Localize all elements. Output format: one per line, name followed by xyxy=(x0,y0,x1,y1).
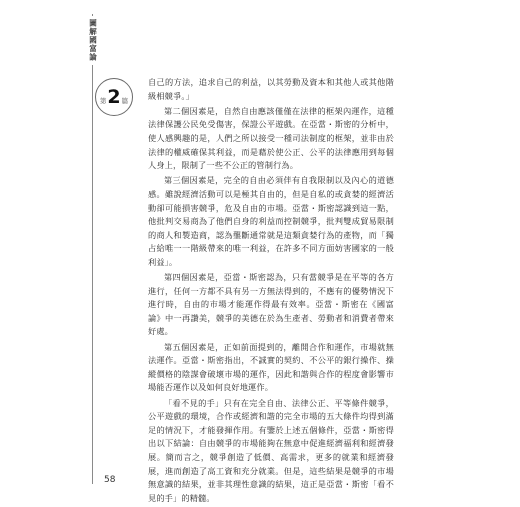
book-series-label: 圖解國富論 xyxy=(88,16,99,65)
body-text xyxy=(148,76,394,507)
chapter-prefix: 第 xyxy=(99,96,107,105)
paragraph-factor-two: 第二個因素是，自然自由應該僅僅在法律的框架內運作，這種法律保護公民免受傷害，保證公平遊戲。在亞當・斯密的分析中，使人感興趣的是，人們之所以接受一種司法制度的框架，並非由於法律的權威確保其利益，而是藉於使公正、公平的法律應用到每個人身上，限制了一些不公正的管制行為。 xyxy=(148,105,394,171)
margin-rule xyxy=(92,14,93,484)
paragraph-factor-five: 第五個因素是，正如前面提到的，離開合作和運作，市場就無法運作。亞當・斯密指出，不誠實的契約、不公平的銀行操作、操縱價格的陰謀會破壞市場的運作，因此和諧與合作的程度會影響市場能否運作以及如何良好地運作。 xyxy=(148,341,394,393)
chapter-badge xyxy=(95,78,133,116)
paragraph-factor-three: 第三個因素是，完全的自由必須伴有自我限制以及內心的道德感。雖說經濟活動可以是極其自由的，但是自私的或貪婪的經濟活動卻可能損害競爭，危及自由的市場。亞當・斯密認識到這一點，他批判交易商為了他們自身的利益而控制競爭，批判雙成貿易限制的商人和製造商，認為壟斷通常就是這類貪婪行為的產物，而「獨占給唯一一階級帶來的唯一利益，在許多不同方面妨害國家的一般利益」。 xyxy=(148,175,394,267)
sidebar xyxy=(78,16,108,65)
chapter-badge-content xyxy=(99,85,129,108)
chapter-number: 2 xyxy=(107,85,121,108)
paragraph-factor-four: 第四個因素是，亞當・斯密認為，只有當競爭是在平等的各方進行，任何一方都不具有另一方無法得到的，不應有的優勢情況下進行時，自由的市場才能運作得最有效率。亞當・斯密在《國富論》中一再讚美，競爭的美德在於為生產者、勞動者和消費者帶來好處。 xyxy=(148,272,394,337)
page-number: 58 xyxy=(104,475,116,485)
paragraph-conclusion: 「看不見的手」只有在完全自由、法律公正、平等條件競爭，公平遊戲的環境，合作或經濟和諧的完全市場的五大條件均得到滿足的情況下，才能發揮作用。有鑒於上述五個條件，亞當・斯密得出以下結論：自由競爭的市場能夠在無意中促進經濟福利和經濟發展。簡而言之，競爭創造了低價、高需求，更多的就業和經濟發展，進而創造了高工資和充分就業。但是，這些結果是競爭的市場無意識的結果，並非其理性意識的結果，這正是亞當・斯密「看不見的手」的精髓。 xyxy=(148,397,394,503)
paragraph-continuation: 自己的方法，追求自己的利益，以其勞動及資本和其他人或其他階級相競爭。」 xyxy=(148,77,394,101)
chapter-suffix: 篇 xyxy=(121,96,129,105)
